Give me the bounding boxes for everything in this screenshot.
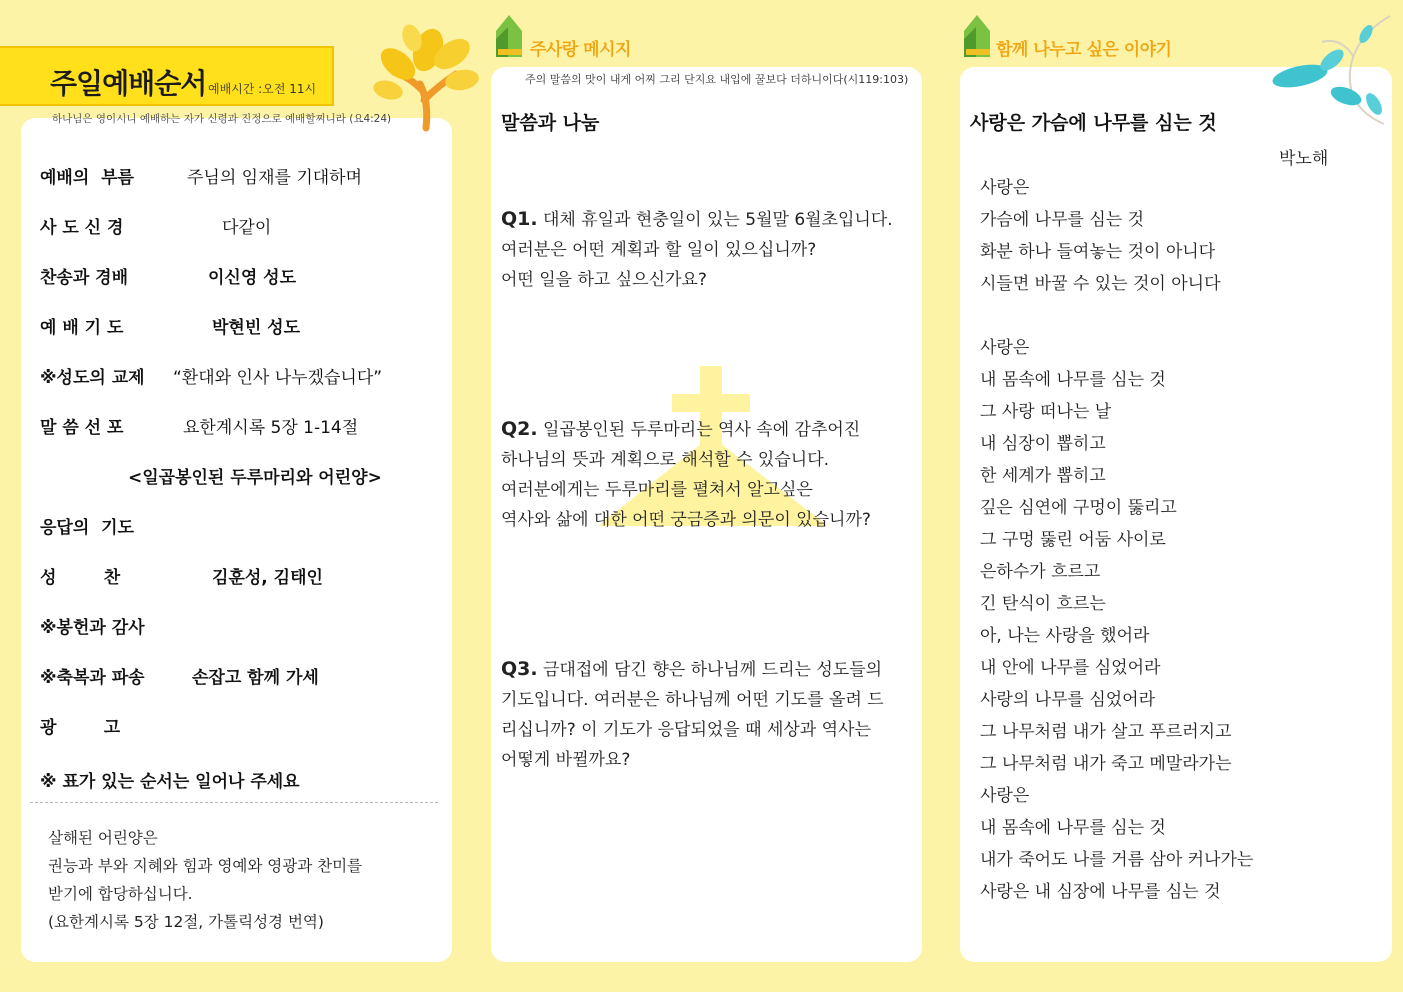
poem-line: 사랑의 나무를 심었어라 (980, 690, 1156, 710)
divider (30, 802, 438, 803)
order-row (40, 413, 440, 437)
order-row (40, 767, 440, 791)
question-text: 어떤 일을 하고 싶으신가요? (501, 270, 707, 290)
order-label: ※봉헌과 감사 (40, 618, 145, 638)
footer-line: (요한계시록 5장 12절, 가톨릭성경 번역) (48, 913, 324, 931)
order-value: “환대와 인사 나누겠습니다” (173, 368, 383, 388)
poem-line: 사랑은 내 심장에 나무를 심는 것 (980, 882, 1221, 902)
order-row (40, 463, 440, 487)
order-row (40, 363, 440, 387)
poem-line: 깊은 심연에 구멍이 뚫리고 (980, 498, 1177, 518)
footer-line: 권능과 부와 지혜와 힘과 영예와 영광과 찬미를 (48, 857, 363, 875)
question-line (501, 685, 884, 710)
poem-line: 가슴에 나무를 심는 것 (980, 210, 1145, 230)
order-label: 성 찬 (40, 568, 121, 588)
poem-title: 사랑은 가슴에 나무를 심는 것 (970, 112, 1217, 134)
order-label: ※성도의 교제 (40, 368, 145, 388)
order-row (40, 163, 440, 187)
poem-line: 사랑은 (980, 786, 1030, 806)
poem-line: 한 세계가 뽑히고 (980, 466, 1106, 486)
poem-line: 내 몸속에 나무를 심는 것 (980, 818, 1166, 838)
question-text: 기도입니다. 여러분은 하나님께 어떤 기도를 올려 드 (501, 690, 884, 710)
pencil-icon (960, 13, 994, 59)
order-value: <일곱봉인된 두루마리와 어린양> (128, 468, 382, 488)
poem-line: 시들면 바꿀 수 있는 것이 아니다 (980, 274, 1221, 294)
question-text: 하나님의 뜻과 계획으로 해석할 수 있습니다. (501, 450, 830, 470)
question-text: 금대접에 담긴 향은 하나님께 드리는 성도들의 (543, 660, 883, 680)
leaf-ornament (1262, 12, 1398, 130)
story-section-title: 함께 나누고 싶은 이야기 (996, 40, 1172, 60)
question-number: Q2. (501, 418, 538, 440)
order-label: 응답의 기도 (40, 518, 134, 538)
poem-line: 그 나무처럼 내가 죽고 메말라가는 (980, 754, 1232, 774)
poem-line: 그 구멍 뚫린 어둠 사이로 (980, 530, 1166, 550)
question-text: 역사와 삶에 대한 어떤 궁금증과 의문이 있습니까? (501, 510, 871, 530)
order-value: 요한계시록 5장 1-14절 (183, 418, 359, 438)
message-title: 말씀과 나눔 (501, 112, 600, 134)
question-number: Q1. (501, 208, 538, 230)
question-text: 여러분에게는 두루마리를 펼쳐서 알고싶은 (501, 480, 813, 500)
poem-line: 내 몸속에 나무를 심는 것 (980, 370, 1166, 390)
order-label: 사 도 신 경 (40, 218, 124, 238)
order-label: 예배의 부름 (40, 168, 134, 188)
order-value: 박현빈 성도 (212, 318, 301, 338)
question-line (501, 445, 829, 470)
question-number: Q3. (501, 658, 538, 680)
order-label: 말 씀 선 포 (40, 418, 124, 438)
poem-line: 그 나무처럼 내가 살고 푸르러지고 (980, 722, 1232, 742)
order-label: 찬송과 경배 (40, 268, 129, 288)
order-row (40, 563, 440, 587)
question-text: 대체 휴일과 현충일이 있는 5월말 6월초입니다. (543, 210, 893, 230)
footer-line: 받기에 합당하십니다. (48, 885, 193, 903)
question-line (501, 475, 813, 500)
tree-icon (368, 24, 480, 132)
poem-author: 박노해 (1279, 149, 1329, 169)
question-text: 여러분은 어떤 계획과 할 일이 있으십니까? (501, 240, 817, 260)
order-value: 다같이 (222, 218, 272, 238)
order-row (40, 663, 440, 687)
poem-line: 사랑은 (980, 178, 1030, 198)
service-time: 예배시간 :오전 11시 (208, 82, 317, 96)
poem-line: 내 안에 나무를 심었어라 (980, 658, 1161, 678)
order-label: ※축복과 파송 (40, 668, 145, 688)
page-title: 주일예배순서 (50, 67, 207, 100)
order-row (40, 613, 440, 637)
poem-line: 화분 하나 들여놓는 것이 아니다 (980, 242, 1216, 262)
order-label: 예 배 기 도 (40, 318, 124, 338)
header-verse: 하나님은 영이시니 예배하는 자가 신령과 진정으로 예배할찌니라 (요4:24) (52, 113, 392, 125)
question-line (501, 415, 860, 440)
poem-line: 내가 죽어도 나를 거름 삼아 커나가는 (980, 850, 1254, 870)
poem-line: 아, 나는 사랑을 했어라 (980, 626, 1150, 646)
question-line (501, 265, 707, 290)
pencil-icon (492, 13, 526, 59)
question-line (501, 745, 630, 770)
order-row (40, 713, 440, 737)
order-value: 주님의 임재를 기대하며 (187, 168, 363, 188)
message-section-title: 주사랑 메시지 (530, 40, 631, 60)
order-value: 이신영 성도 (208, 268, 297, 288)
question-text: 리십니까? 이 기도가 응답되었을 때 세상과 역사는 (501, 720, 871, 740)
footer-line: 살해된 어린양은 (48, 829, 158, 847)
poem-line: 은하수가 흐르고 (980, 562, 1101, 582)
poem-line: 그 사랑 떠나는 날 (980, 402, 1112, 422)
question-line (501, 235, 816, 260)
poem-line: 긴 탄식이 흐르는 (980, 594, 1106, 614)
question-text: 어떻게 바뀔까요? (501, 750, 631, 770)
question-line (501, 505, 871, 530)
order-value: 손잡고 함께 가세 (192, 668, 319, 688)
order-label: ※ 표가 있는 순서는 일어나 주세요 (40, 772, 300, 792)
order-label: 광 고 (40, 718, 121, 738)
poem-line: 내 심장이 뽑히고 (980, 434, 1106, 454)
order-row (40, 263, 440, 287)
order-row (40, 513, 440, 537)
poem-line: 사랑은 (980, 338, 1030, 358)
question-text: 일곱봉인된 두루마리는 역사 속에 감추어진 (543, 420, 861, 440)
message-verse: 주의 말씀의 맛이 내게 어찌 그리 단지요 내입에 꿀보다 더하니이다(시119:103) (525, 73, 909, 86)
order-row (40, 213, 440, 237)
question-line (501, 205, 893, 230)
question-line (501, 715, 871, 740)
order-row (40, 313, 440, 337)
order-value: 김훈성, 김태인 (212, 568, 323, 588)
question-line (501, 655, 882, 680)
